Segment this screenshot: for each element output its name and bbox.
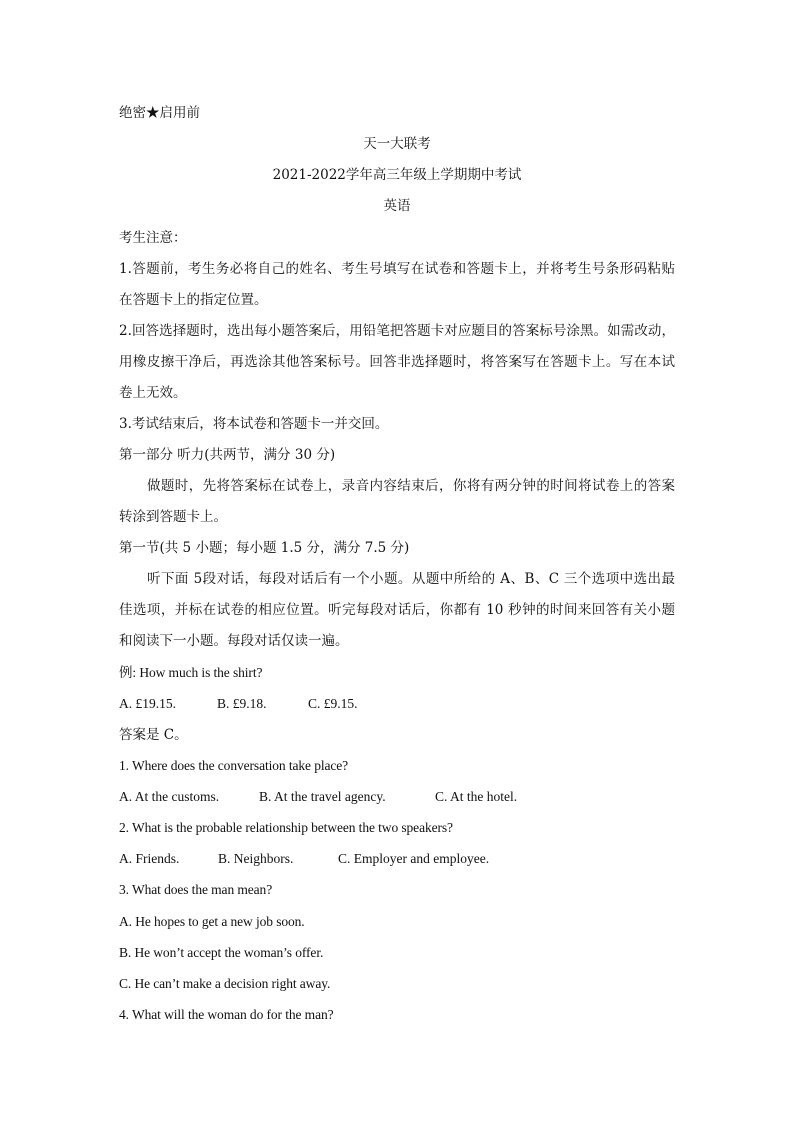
- exam-title: 2021-2022学年高三年级上学期期中考试: [272, 167, 522, 183]
- exam-subject: 英语: [383, 198, 411, 214]
- example-answer: 答案是 C。: [119, 727, 188, 743]
- note-1-line-2: 在答题卡上的指定位置。: [119, 292, 268, 308]
- question-1-text: 1. Where does the conversation take place?: [119, 758, 349, 773]
- note-1-line-1: 1.答题前，考生务必将自己的姓名、考生号填写在试卷和答题卡上，并将考生号条形码粘贴: [119, 261, 675, 277]
- note-2-line-2: 用橡皮擦干净后，再选涂其他答案标号。回答非选择题时，将答案写在答题卡上。写在本试: [119, 354, 675, 370]
- part-1-intro-line-2: 转涂到答题卡上。: [119, 509, 227, 525]
- section-1-intro-line-3: 和阅读下一小题。每段对话仅读一遍。: [119, 633, 349, 649]
- example-question: 例: How much is the shirt?: [119, 665, 263, 680]
- question-3-text: 3. What does the man mean?: [119, 882, 273, 897]
- section-1-title: 第一节(共 5 小题；每小题 1.5 分，满分 7.5 分): [119, 540, 410, 556]
- part-1-title: 第一部分 听力(共两节，满分 30 分): [119, 447, 336, 463]
- example-option-b: B. £9.18.: [217, 696, 267, 711]
- notes-title: 考生注意：: [119, 230, 187, 246]
- note-2-line-3: 卷上无效。: [119, 385, 187, 401]
- example-options: [119, 694, 679, 714]
- question-1-option-b: B. At the travel agency.: [259, 789, 386, 804]
- question-2-option-c: C. Employer and employee.: [338, 851, 490, 866]
- example-option-a: A. £19.15.: [119, 696, 176, 711]
- exam-organizer: 天一大联考: [363, 136, 431, 152]
- section-1-intro-line-1: 听下面 5段对话，每段对话后有一个小题。从题中所给的 A、B、C 三个选项中选出最: [147, 571, 675, 587]
- question-4-text: 4. What will the woman do for the man?: [119, 1007, 334, 1022]
- question-2-text: 2. What is the probable relationship between the two speakers?: [119, 820, 453, 835]
- note-3: 3.考试结束后，将本试卷和答题卡一并交回。: [119, 416, 389, 432]
- example-option-c: C. £9.15.: [308, 696, 358, 711]
- part-1-intro-line-1: 做题时，先将答案标在试卷上，录音内容结束后，你将有两分钟的时间将试卷上的答案: [147, 478, 675, 494]
- question-2-options: [119, 849, 679, 869]
- question-1-option-c: C. At the hotel.: [435, 789, 518, 804]
- question-3-option-b: B. He won’t accept the woman’s offer.: [119, 945, 324, 960]
- question-2-option-b: B. Neighbors.: [218, 851, 294, 866]
- confidential-label: 绝密★启用前: [119, 105, 200, 121]
- question-1-option-a: A. At the customs.: [119, 789, 220, 804]
- question-2-option-a: A. Friends.: [119, 851, 180, 866]
- question-3-option-c: C. He can’t make a decision right away.: [119, 976, 331, 991]
- question-3-option-a: A. He hopes to get a new job soon.: [119, 914, 305, 929]
- section-1-intro-line-2: 佳选项，并标在试卷的相应位置。听完每段对话后，你都有 10 秒钟的时间来回答有关小题: [119, 602, 675, 618]
- note-2-line-1: 2.回答选择题时，选出每小题答案后，用铅笔把答题卡对应题目的答案标号涂黑。如需改动，: [119, 323, 675, 339]
- question-1-options: [119, 787, 679, 807]
